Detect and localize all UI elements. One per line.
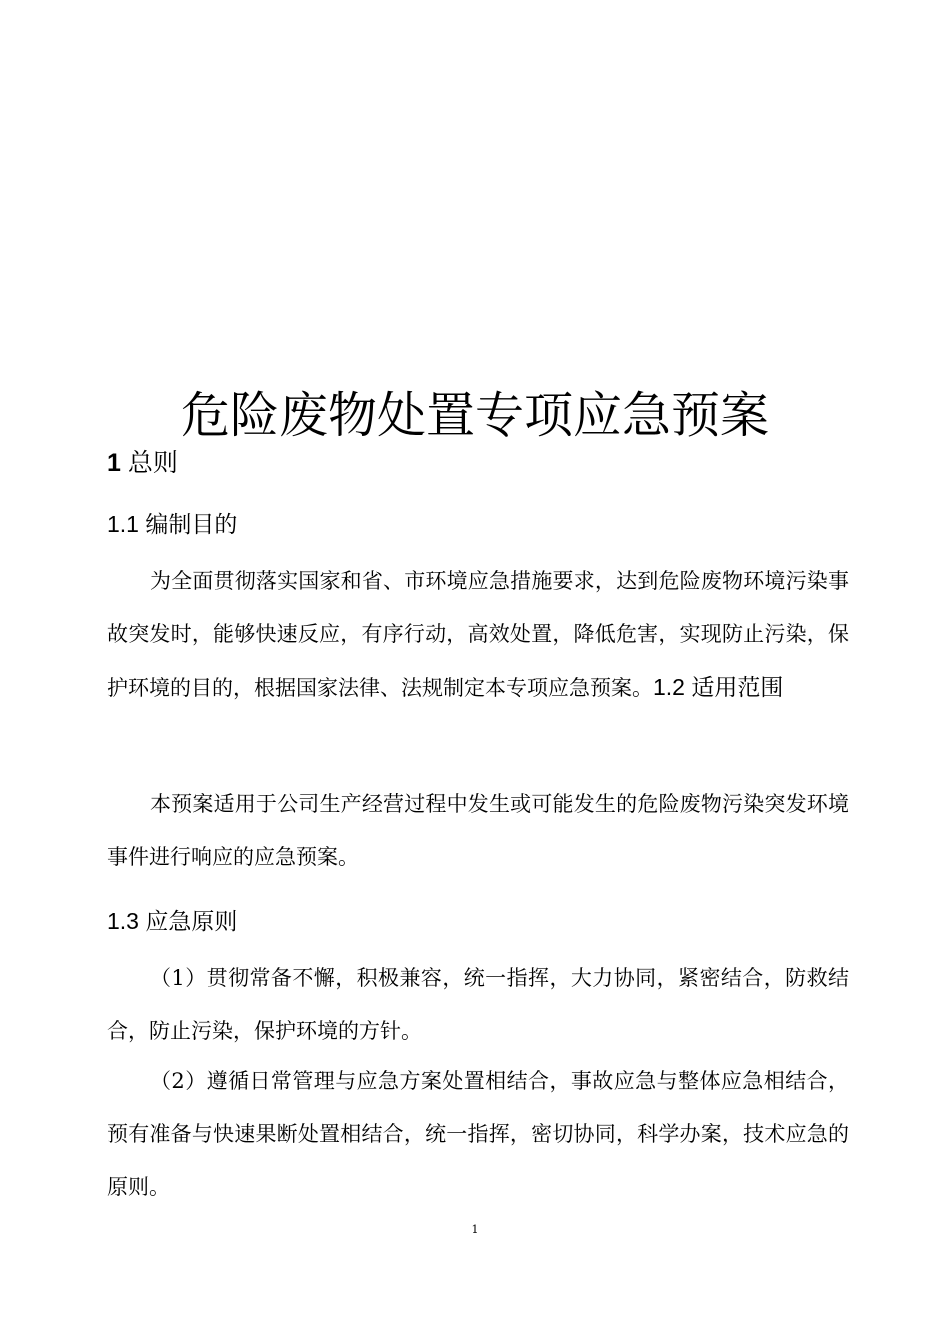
- page-number: 1: [471, 1223, 479, 1236]
- paragraph-purpose: [107, 555, 849, 715]
- paragraph-scope: 本预案适用于公司生产经营过程中发生或可能发生的危险废物污染突发环境事件进行响应的应急预案。: [107, 792, 849, 869]
- section-label: 总则: [127, 449, 178, 477]
- heading-purpose: 1.1 编制目的: [107, 511, 238, 537]
- paragraph-purpose-text: 为全面贯彻落实国家和省、市环境应急措施要求，达到危险废物环境污染事故突发时，能够快速反应，有序行动，高效处置，降低危害，实现防止污染，保护环境的目的，根据国家法律、法规制定本专项应急预案。: [107, 569, 849, 700]
- section-heading-general: [107, 444, 178, 482]
- principle-item-2: （2）遵循日常管理与应急方案处置相结合，事故应急与整体应急相结合，预有准备与快速果断处置相结合，统一指挥，密切协同，科学办案，技术应急的原则。: [107, 1069, 849, 1199]
- section-number: 1: [107, 449, 121, 477]
- heading-scope: 1.2 适用范围: [653, 674, 784, 700]
- principle-item-1: （1）贯彻常备不懈，积极兼容，统一指挥，大力协同，紧密结合，防救结合，防止污染，保护环境的方针。: [107, 966, 849, 1043]
- document-title: 危险废物处置专项应急预案: [180, 389, 769, 443]
- heading-principles: 1.3 应急原则: [107, 908, 238, 934]
